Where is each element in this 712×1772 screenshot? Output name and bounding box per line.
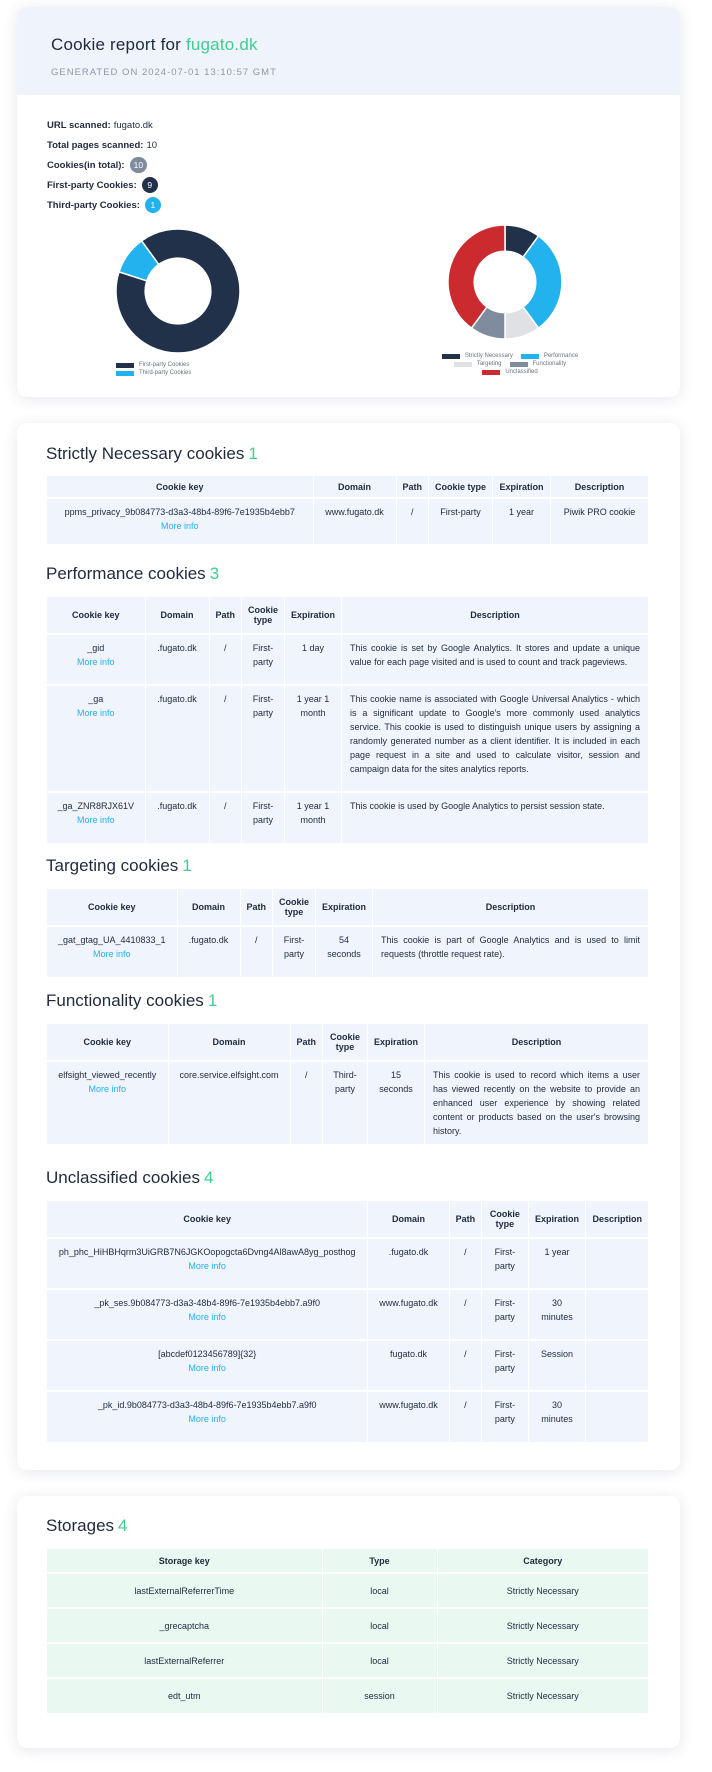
targeting-title-text: Targeting cookies xyxy=(46,856,179,875)
cookie-key: [abcdef0123456789]{32} xyxy=(158,1349,257,1359)
functionality-cookie-table xyxy=(47,1024,648,1144)
targeting-section-title xyxy=(46,856,192,876)
stat-first-label: First-party Cookies: xyxy=(47,179,137,191)
storage-type: local xyxy=(322,1573,437,1608)
more-info-link[interactable]: More info xyxy=(92,949,131,959)
table-row xyxy=(47,1340,648,1391)
unclassified-section-title xyxy=(46,1168,213,1188)
more-info-link[interactable]: More info xyxy=(76,815,115,825)
legend-label: Unclassified xyxy=(505,369,538,375)
legend-item-performance xyxy=(521,353,578,359)
cookie-expiration: 1 day xyxy=(285,634,342,685)
cookie-expiration: 1 year xyxy=(493,498,551,544)
report-title-prefix: Cookie report for xyxy=(51,35,182,54)
storage-key: _grecaptcha xyxy=(47,1608,322,1643)
cookie-type: First-party xyxy=(242,685,285,792)
cookie-type: First-party xyxy=(242,634,285,685)
more-info-link[interactable]: More info xyxy=(188,1414,226,1424)
cookie-domain: .fugato.dk xyxy=(368,1238,449,1289)
col-header: Path xyxy=(209,597,242,634)
legend-item-functionality xyxy=(510,361,567,367)
cookie-domain: www.fugato.dk xyxy=(368,1289,449,1340)
cookie-key: _pk_id.9b084773-d3a3-48b4-89f6-7e1935b4ebb7.a9f0 xyxy=(97,1400,317,1410)
table-row xyxy=(47,1289,648,1340)
table-row xyxy=(47,1678,648,1713)
col-header: Cookie type xyxy=(323,1024,368,1061)
cookie-type: First-party xyxy=(482,1391,529,1442)
total-count-badge: 10 xyxy=(130,157,147,173)
col-header: Cookie type xyxy=(429,476,493,498)
legend-item-first-party-cookies xyxy=(116,362,189,368)
col-header: Storage key xyxy=(47,1549,322,1573)
stat-pages-value: 10 xyxy=(146,139,158,151)
legend-label: Performance xyxy=(543,353,579,359)
col-header: Description xyxy=(574,481,625,492)
cookie-key: elfsight_viewed_recently xyxy=(58,1070,157,1080)
cookie-expiration: 54 seconds xyxy=(316,926,373,977)
stat-third xyxy=(47,195,161,215)
cookie-key: _pk_ses.9b084773-d3a3-48b4-89f6-7e1935b4ebb7.a9f0 xyxy=(94,1298,321,1308)
legend-item-targeting xyxy=(454,361,502,367)
strict-title-text: Strictly Necessary cookies xyxy=(46,444,245,463)
col-header: Domain xyxy=(168,1024,290,1061)
legend-swatch xyxy=(116,371,134,376)
col-header: Cookie type xyxy=(482,1201,529,1238)
cookie-domain: www.fugato.dk xyxy=(368,1391,449,1442)
table-row xyxy=(47,1608,648,1643)
stat-url xyxy=(47,115,161,135)
functionality-count: 1 xyxy=(207,991,218,1010)
stat-third-label: Third-party Cookies: xyxy=(47,199,140,211)
more-info-link[interactable]: More info xyxy=(188,1261,226,1271)
cookie-key: ph_phc_HiHBHqrm3UiGRB7N6JGKOopogcta6Dvng4Al8awA8yg_posthog xyxy=(58,1247,356,1257)
storages-title-text: Storages xyxy=(46,1516,115,1535)
cookie-type: First-party xyxy=(273,926,316,977)
stat-url-label: URL scanned: xyxy=(47,119,111,131)
cookie-path: / xyxy=(449,1340,482,1391)
unclassified-title-text: Unclassified cookies xyxy=(46,1168,201,1187)
table-row xyxy=(47,926,648,977)
col-header: Path xyxy=(290,1024,323,1061)
col-header: Expiration xyxy=(528,1201,586,1238)
party-chart-legend xyxy=(112,361,252,377)
cookie-description xyxy=(586,1391,648,1442)
legend-label: Strictly Necessary xyxy=(464,353,513,359)
cookie-expiration: 1 year 1 month xyxy=(285,792,342,843)
legend-label: Targeting xyxy=(476,361,502,367)
cookie-key-cell xyxy=(47,1238,368,1289)
cookie-key-cell xyxy=(47,1391,368,1442)
col-header: Domain xyxy=(313,476,396,498)
cookie-description xyxy=(586,1289,648,1340)
generated-timestamp: GENERATED ON 2024-07-01 13:10:57 GMT xyxy=(51,67,277,78)
col-header: Cookie key xyxy=(47,889,177,926)
functionality-section-title xyxy=(46,991,217,1011)
strict-cookie-table xyxy=(47,476,648,544)
cookie-type: First-party xyxy=(242,792,285,843)
stat-url-value: fugato.dk xyxy=(113,119,153,131)
cookie-expiration: 30 minutes xyxy=(528,1391,586,1442)
scan-stats xyxy=(47,115,161,215)
legend-swatch xyxy=(116,363,134,368)
col-header: Description xyxy=(470,610,520,620)
storage-category: Strictly Necessary xyxy=(437,1643,648,1678)
more-info-link[interactable]: More info xyxy=(160,521,199,531)
cookie-description: This cookie name is associated with Google Universal Analytics - which is a significant update to Google's more commonly used analytics service. This cookie is used to distinguish unique users by assigning a randomly generated number as a client identifier. It is included in each page request in a site and used to calculate visitor, session and campaign data for the sites analytics reports. xyxy=(342,685,648,792)
cookie-type: Third-party xyxy=(323,1061,368,1144)
cookie-path: / xyxy=(449,1289,482,1340)
legend-item-third-party-cookies xyxy=(116,370,191,376)
col-header: Description xyxy=(592,1214,642,1224)
storages-count: 4 xyxy=(118,1516,128,1535)
cookie-path: / xyxy=(449,1238,482,1289)
stat-total xyxy=(47,155,161,175)
report-site: fugato.dk xyxy=(185,35,258,54)
col-header: Cookie key xyxy=(47,597,145,634)
table-row xyxy=(47,634,648,685)
storage-key: edt_utm xyxy=(47,1678,322,1713)
cookie-description xyxy=(586,1340,648,1391)
performance-title-text: Performance cookies xyxy=(46,564,206,583)
more-info-link[interactable]: More info xyxy=(188,1312,226,1322)
storages-table xyxy=(47,1549,648,1713)
report-header xyxy=(17,7,680,95)
legend-swatch xyxy=(442,354,460,359)
category-donut-chart xyxy=(448,225,562,339)
storage-type: local xyxy=(322,1608,437,1643)
stat-total-label: Cookies(in total): xyxy=(47,159,125,171)
col-header: Expiration xyxy=(285,597,342,634)
stat-pages-label: Total pages scanned: xyxy=(47,139,144,151)
legend-swatch xyxy=(454,362,472,367)
legend-label: First-party Cookies xyxy=(139,362,190,368)
performance-cookie-table xyxy=(47,597,648,843)
legend-item-strictly-necessary xyxy=(442,353,513,359)
cookie-path: / xyxy=(449,1391,482,1442)
performance-count: 3 xyxy=(209,564,220,583)
stat-pages xyxy=(47,135,161,155)
cookie-key-cell xyxy=(47,926,177,977)
col-header: Cookie key xyxy=(47,1024,168,1061)
cookie-expiration: 30 minutes xyxy=(528,1289,586,1340)
cookie-domain: .fugato.dk xyxy=(145,634,209,685)
storage-category: Strictly Necessary xyxy=(437,1678,648,1713)
more-info-link[interactable]: More info xyxy=(76,708,115,718)
cookie-type: First-party xyxy=(429,498,493,544)
party-donut-chart xyxy=(116,229,240,353)
strict-count: 1 xyxy=(248,444,258,463)
more-info-link[interactable]: More info xyxy=(76,657,115,667)
storage-category: Strictly Necessary xyxy=(437,1573,648,1608)
col-header: Domain xyxy=(368,1201,449,1238)
storage-type: session xyxy=(322,1678,437,1713)
cookie-domain: .fugato.dk xyxy=(177,926,240,977)
table-row xyxy=(47,1238,648,1289)
cookie-path: / xyxy=(396,498,429,544)
unclassified-cookie-table xyxy=(47,1201,648,1442)
cookie-description: This cookie is part of Google Analytics and is used to limit requests (throttle request rate). xyxy=(373,926,648,977)
report-title xyxy=(51,35,680,55)
cookie-type: First-party xyxy=(482,1238,529,1289)
table-row xyxy=(47,498,648,544)
col-header: Path xyxy=(449,1201,482,1238)
cookie-categories-card xyxy=(17,423,680,1470)
cookie-type: First-party xyxy=(482,1289,529,1340)
cookie-description xyxy=(586,1238,648,1289)
cookie-domain: www.fugato.dk xyxy=(313,498,396,544)
cookie-expiration: 15 seconds xyxy=(368,1061,425,1144)
col-header: Path xyxy=(240,889,273,926)
cookie-description: This cookie is set by Google Analytics. It stores and update a unique value for each page visited and is used to count and track pageviews. xyxy=(342,634,648,685)
functionality-title-text: Functionality cookies xyxy=(46,991,204,1010)
col-header: Expiration xyxy=(368,1024,425,1061)
cookie-expiration: 1 year 1 month xyxy=(285,685,342,792)
cookie-key-cell xyxy=(47,792,145,843)
stat-first xyxy=(47,175,161,195)
cookie-key: _gid xyxy=(87,643,105,653)
col-header: Category xyxy=(523,1555,563,1566)
legend-label: Functionality xyxy=(532,361,567,367)
cookie-path: / xyxy=(209,792,242,843)
cookie-path: / xyxy=(209,634,242,685)
cookie-key-cell xyxy=(47,634,145,685)
col-header: Cookie key xyxy=(47,1201,368,1238)
cookie-description: This cookie is used by Google Analytics to persist session state. xyxy=(342,792,648,843)
table-row xyxy=(47,1391,648,1442)
table-row xyxy=(47,1061,648,1144)
col-header: Path xyxy=(396,476,429,498)
col-header: Expiration xyxy=(493,476,551,498)
category-chart-legend xyxy=(435,352,585,376)
table-row xyxy=(47,1643,648,1678)
summary-card xyxy=(17,7,680,397)
third-party-count-badge: 1 xyxy=(145,197,161,213)
cookie-path: / xyxy=(240,926,273,977)
col-header: Description xyxy=(511,1037,562,1047)
col-header: Domain xyxy=(177,889,240,926)
cookie-expiration: Session xyxy=(528,1340,586,1391)
cookie-domain: .fugato.dk xyxy=(145,792,209,843)
cookie-key-cell xyxy=(47,1289,368,1340)
storages-section-title xyxy=(46,1516,128,1536)
cookie-domain: fugato.dk xyxy=(368,1340,449,1391)
strict-section-title xyxy=(46,444,258,464)
unclassified-count: 4 xyxy=(204,1168,214,1187)
cookie-path: / xyxy=(209,685,242,792)
legend-swatch xyxy=(482,370,500,375)
cookie-key: ppms_privacy_9b084773-d3a3-48b4-89f6-7e1935b4ebb7 xyxy=(64,507,295,517)
cookie-key-cell xyxy=(47,685,145,792)
cookie-description: This cookie is used to record which items a user has viewed recently on the website to provide an enhanced user experience by showing related content or products based on the user's browsing history. xyxy=(425,1061,648,1144)
table-row xyxy=(47,1573,648,1608)
legend-swatch xyxy=(510,362,528,367)
storage-category: Strictly Necessary xyxy=(437,1608,648,1643)
cookie-domain: .fugato.dk xyxy=(145,685,209,792)
performance-section-title xyxy=(46,564,219,584)
cookie-description: Piwik PRO cookie xyxy=(551,498,648,544)
cookie-key-cell xyxy=(47,498,313,544)
cookie-path: / xyxy=(290,1061,323,1144)
col-header: Domain xyxy=(145,597,209,634)
legend-swatch xyxy=(521,354,539,359)
storage-type: local xyxy=(322,1643,437,1678)
cookie-key: _ga_ZNR8RJX61V xyxy=(57,801,135,811)
col-header: Expiration xyxy=(316,889,373,926)
cookie-key-cell xyxy=(47,1061,168,1144)
cookie-key: _ga xyxy=(88,694,104,704)
legend-label: Third-party Cookies xyxy=(139,370,192,376)
cookie-expiration: 1 year xyxy=(528,1238,586,1289)
table-row xyxy=(47,792,648,843)
table-row xyxy=(47,685,648,792)
col-header: Cookie type xyxy=(273,889,316,926)
legend-item-unclassified xyxy=(482,369,537,375)
more-info-link[interactable]: More info xyxy=(88,1084,127,1094)
storages-card xyxy=(17,1496,680,1748)
col-header: Description xyxy=(485,902,536,912)
col-header: Type xyxy=(322,1549,437,1573)
targeting-count: 1 xyxy=(182,856,192,875)
col-header: Cookie type xyxy=(242,597,285,634)
cookie-domain: core.service.elfsight.com xyxy=(168,1061,290,1144)
storage-key: lastExternalReferrerTime xyxy=(47,1573,322,1608)
targeting-cookie-table xyxy=(47,889,648,977)
cookie-type: First-party xyxy=(482,1340,529,1391)
cookie-key-cell xyxy=(47,1340,368,1391)
cookie-key: _gat_gtag_UA_4410833_1 xyxy=(57,935,166,945)
col-header: Cookie key xyxy=(47,476,313,498)
more-info-link[interactable]: More info xyxy=(188,1363,226,1373)
storage-key: lastExternalReferrer xyxy=(47,1643,322,1678)
first-party-count-badge: 9 xyxy=(142,177,158,193)
